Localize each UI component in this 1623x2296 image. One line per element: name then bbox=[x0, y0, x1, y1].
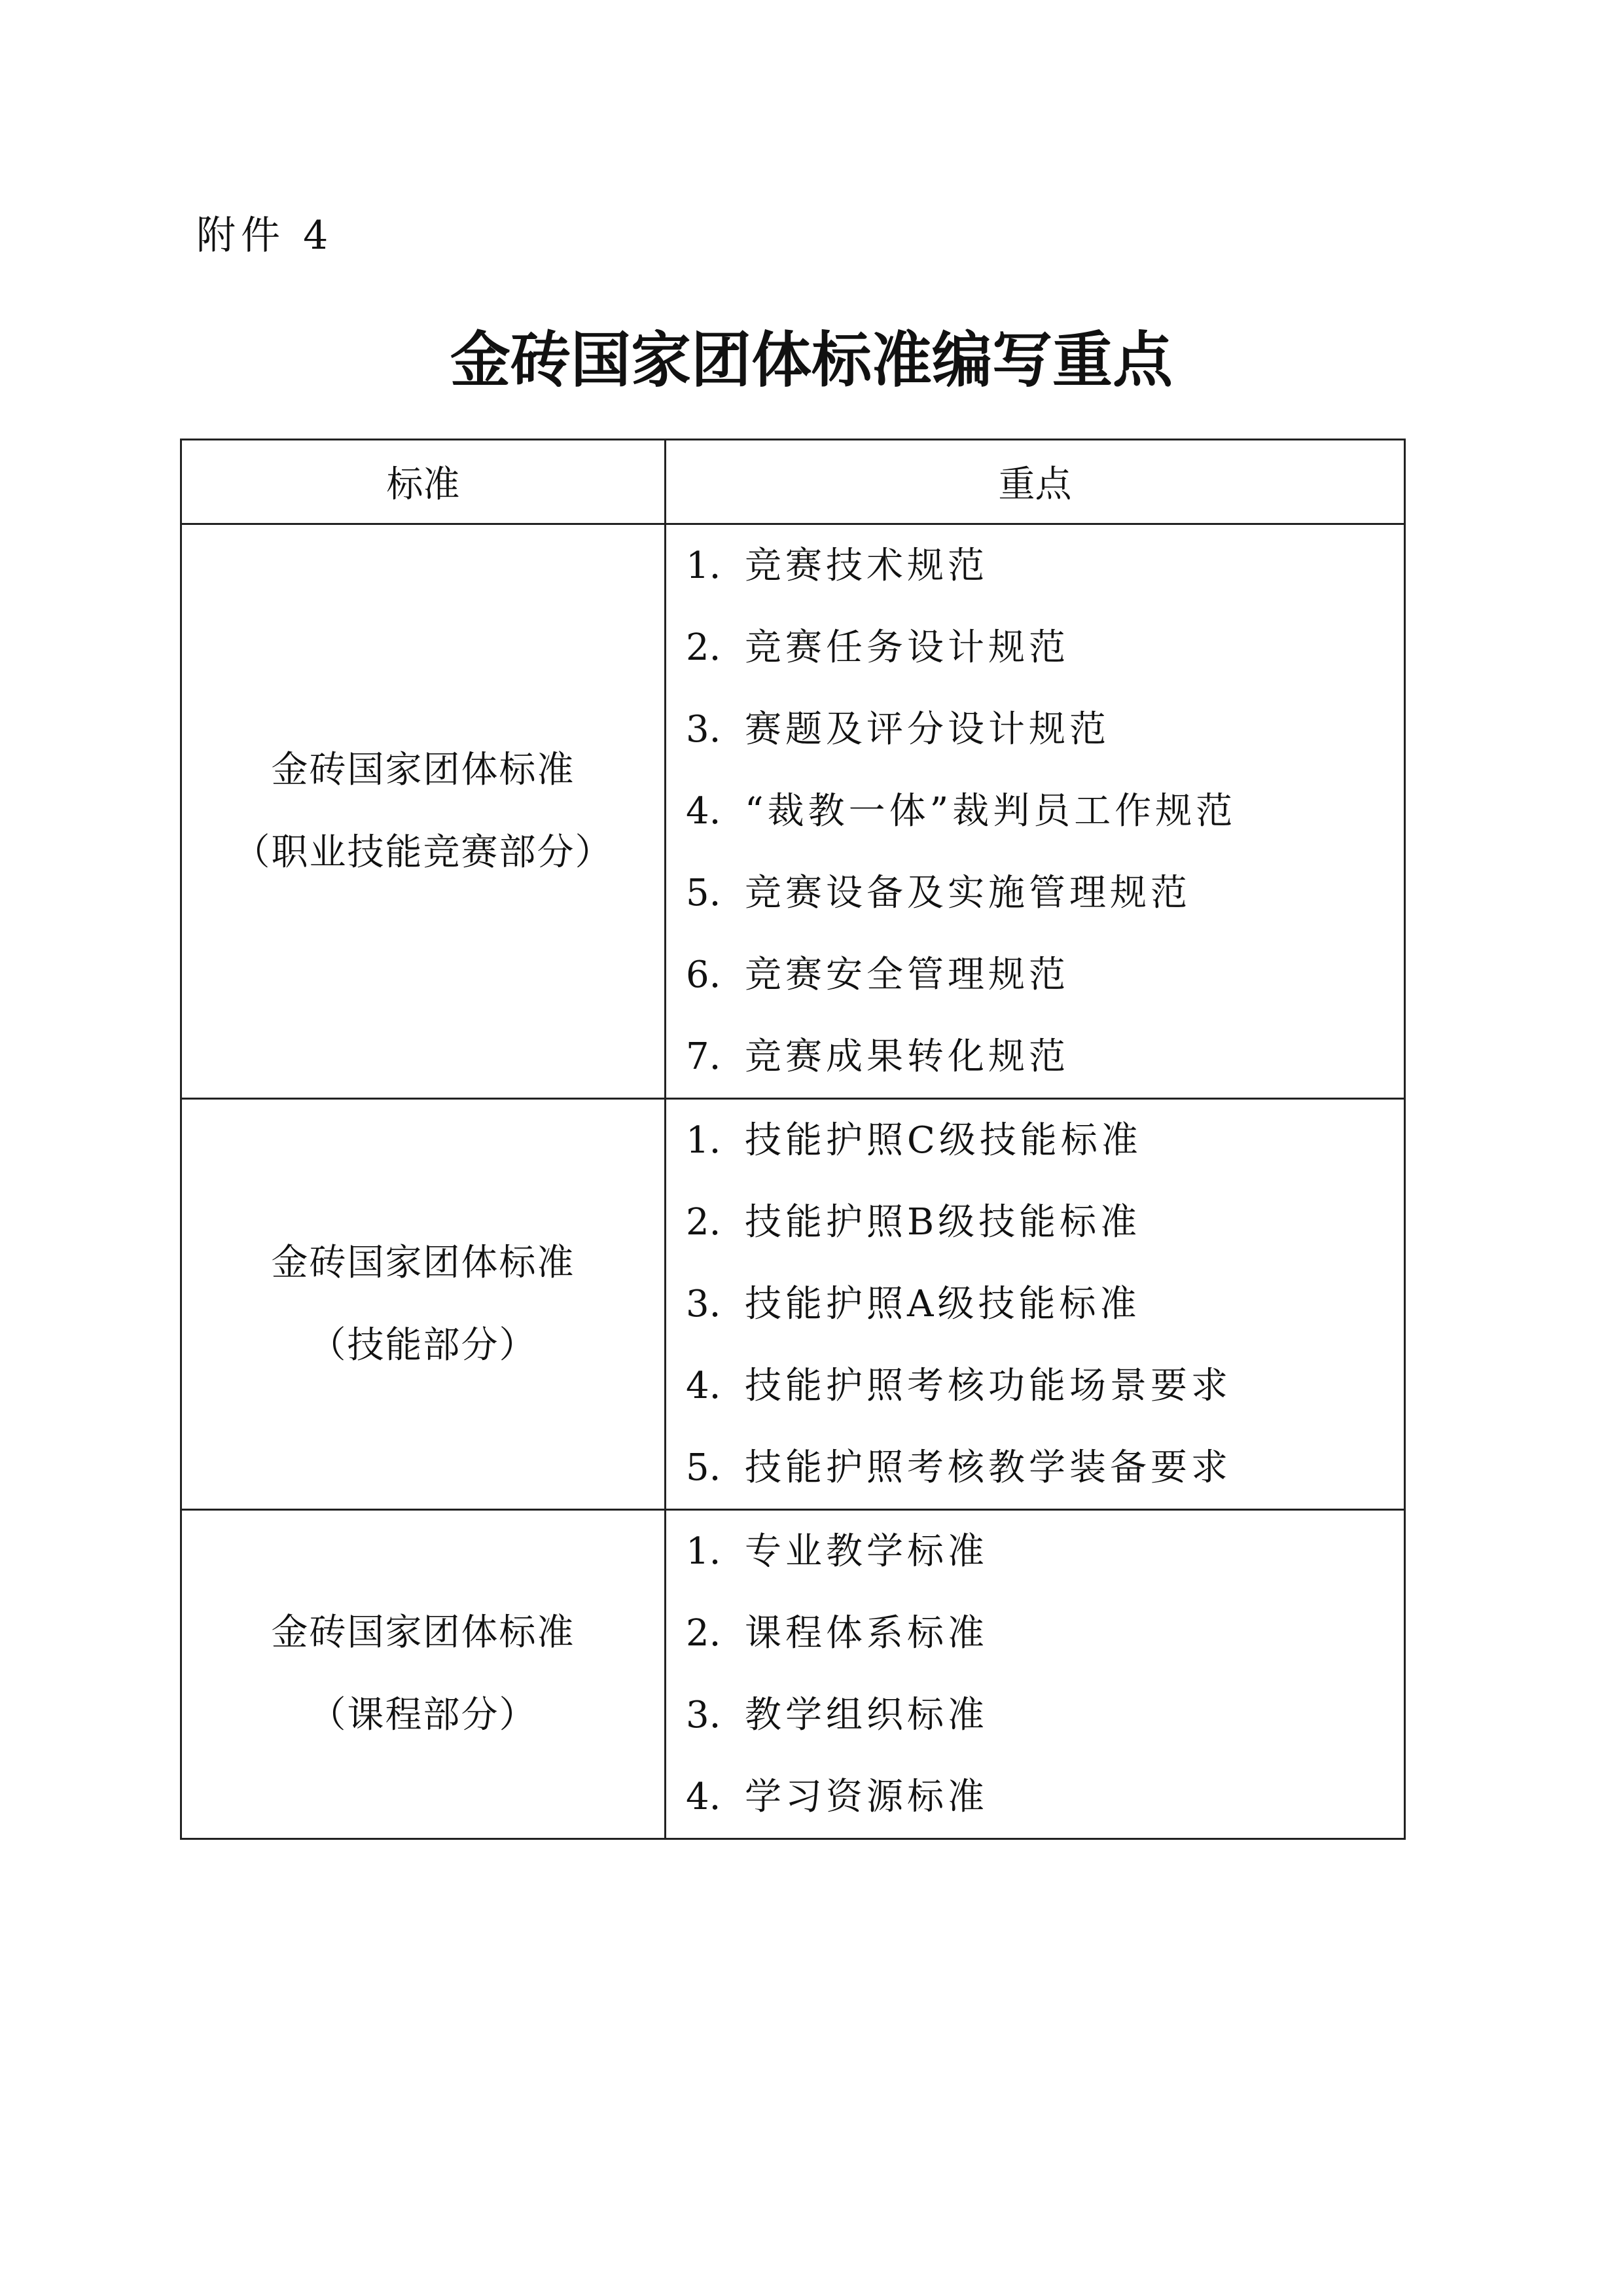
points-list bbox=[666, 1100, 1404, 1509]
list-item bbox=[686, 1756, 1404, 1838]
list-item bbox=[686, 689, 1404, 770]
item-number: 4. bbox=[686, 1776, 721, 1818]
list-item bbox=[686, 1427, 1404, 1509]
header-points: 重点 bbox=[666, 440, 1405, 524]
table-header-row bbox=[181, 440, 1405, 524]
item-text: 技能护照考核功能场景要求 bbox=[745, 1365, 1232, 1407]
table-row-skills bbox=[181, 1099, 1405, 1510]
list-item bbox=[686, 525, 1404, 607]
list-item bbox=[686, 1263, 1404, 1345]
item-number: 1. bbox=[686, 1530, 721, 1573]
points-list bbox=[666, 1511, 1404, 1838]
points-cell bbox=[666, 1510, 1405, 1839]
list-item bbox=[686, 852, 1404, 934]
item-number: 6. bbox=[686, 954, 721, 996]
item-text: 技能护照C级技能标准 bbox=[745, 1119, 1142, 1162]
standard-part: （职业技能竞赛部分） bbox=[233, 831, 613, 874]
item-text: 技能护照B级技能标准 bbox=[745, 1201, 1141, 1244]
item-text: 技能护照考核教学装备要求 bbox=[745, 1446, 1232, 1489]
item-number: 2. bbox=[686, 626, 721, 669]
list-item bbox=[686, 1016, 1404, 1098]
item-text: “裁教一体”裁判员工作规范 bbox=[745, 790, 1237, 833]
item-text: 竞赛任务设计规范 bbox=[745, 626, 1069, 669]
list-item bbox=[686, 1592, 1404, 1674]
list-item bbox=[686, 1100, 1404, 1181]
list-item bbox=[686, 1511, 1404, 1592]
list-item bbox=[686, 607, 1404, 689]
points-cell bbox=[666, 1099, 1405, 1510]
list-item bbox=[686, 1181, 1404, 1263]
standard-cell bbox=[181, 524, 666, 1099]
item-text: 赛题及评分设计规范 bbox=[745, 708, 1110, 751]
item-number: 7. bbox=[686, 1035, 721, 1078]
document-title: 金砖国家团体标准编写重点 bbox=[450, 325, 1173, 395]
table-row-curriculum bbox=[181, 1510, 1405, 1839]
item-number: 3. bbox=[686, 1694, 721, 1736]
item-number: 2. bbox=[686, 1201, 721, 1244]
attachment-label: 附件 4 bbox=[196, 213, 334, 259]
item-text: 竞赛设备及实施管理规范 bbox=[745, 872, 1191, 914]
standards-table bbox=[180, 439, 1406, 1840]
item-number: 4. bbox=[686, 1365, 721, 1407]
standard-name: 金砖国家团体标准 bbox=[271, 1611, 575, 1654]
points-cell bbox=[666, 524, 1405, 1099]
list-item bbox=[686, 934, 1404, 1016]
item-number: 3. bbox=[686, 1283, 721, 1325]
item-text: 教学组织标准 bbox=[745, 1694, 988, 1736]
item-text: 竞赛成果转化规范 bbox=[745, 1035, 1069, 1078]
item-text: 课程体系标准 bbox=[745, 1612, 988, 1655]
header-standard: 标准 bbox=[181, 440, 666, 524]
item-text: 竞赛安全管理规范 bbox=[745, 954, 1069, 996]
standard-cell bbox=[181, 1099, 666, 1510]
item-number: 5. bbox=[686, 872, 721, 914]
item-number: 1. bbox=[686, 545, 721, 587]
item-number: 5. bbox=[686, 1446, 721, 1489]
standard-cell bbox=[181, 1510, 666, 1839]
item-number: 1. bbox=[686, 1119, 721, 1162]
item-text: 技能护照A级技能标准 bbox=[745, 1283, 1141, 1325]
item-number: 4. bbox=[686, 790, 721, 833]
list-item bbox=[686, 770, 1404, 852]
standard-name: 金砖国家团体标准 bbox=[271, 748, 575, 791]
standard-part: （技能部分） bbox=[309, 1323, 537, 1367]
points-list bbox=[666, 525, 1404, 1098]
list-item bbox=[686, 1345, 1404, 1427]
item-text: 学习资源标准 bbox=[745, 1776, 988, 1818]
standard-part: （课程部分） bbox=[309, 1694, 537, 1736]
item-number: 2. bbox=[686, 1612, 721, 1655]
standard-name: 金砖国家团体标准 bbox=[271, 1241, 575, 1284]
item-number: 3. bbox=[686, 708, 721, 751]
list-item bbox=[686, 1674, 1404, 1756]
item-text: 竞赛技术规范 bbox=[745, 545, 988, 587]
item-text: 专业教学标准 bbox=[745, 1530, 988, 1573]
table-row-competition bbox=[181, 524, 1405, 1099]
